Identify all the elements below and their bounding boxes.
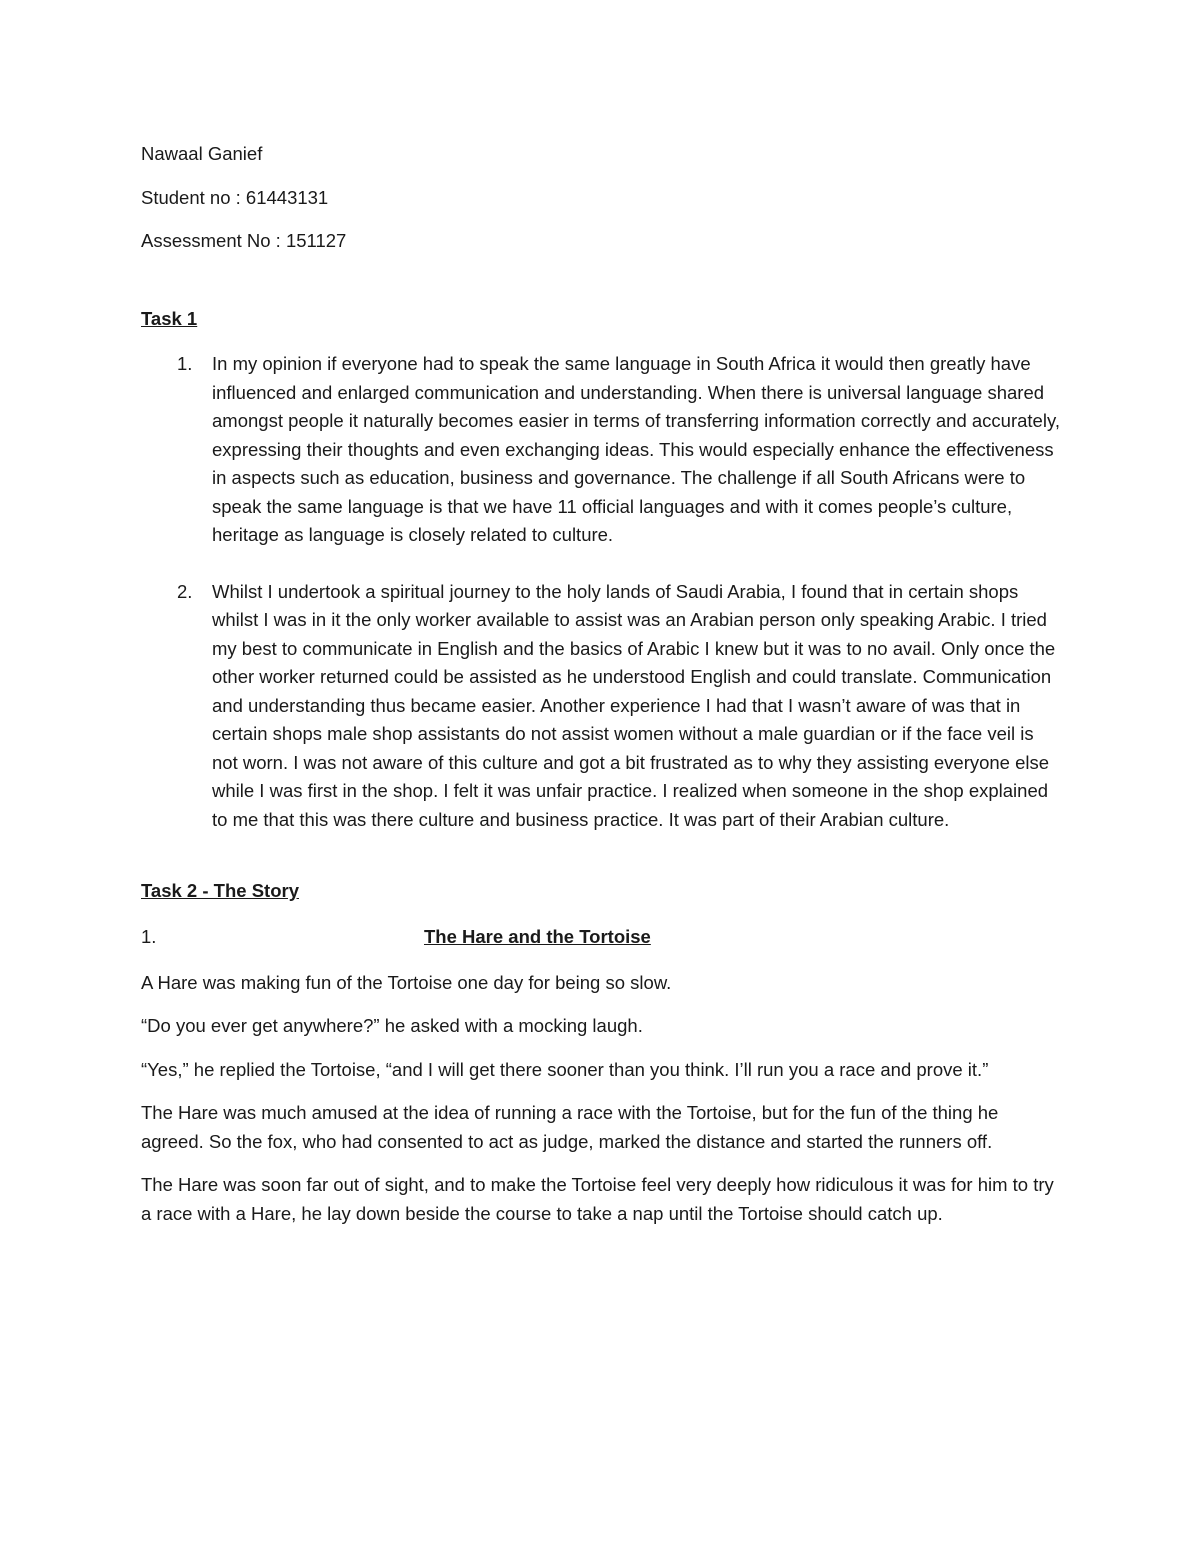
story-paragraph: The Hare was soon far out of sight, and to make the Tortoise feel very deeply how ridiculous it was for him to try a race with a Hare, he lay down beside the course to take a nap until the Tortoise should catch up. (141, 1174, 1054, 1224)
task1-item (141, 350, 1061, 550)
task1-answer-text: In my opinion if everyone had to speak the same language in South Africa it would then greatly have influenced and enlarged communication and understanding. When there is universal language shared amongst people it naturally becomes easier in terms of transferring information correctly and accurately, expressing their thoughts and even exchanging ideas. This would especially enhance the effectiveness in aspects such as education, business and governance. The challenge if all South Africans were to speak the same language is that we have 11 official languages and with it comes people’s culture, heritage as language is closely related to culture. (212, 353, 1060, 545)
story-number: 1. (141, 925, 157, 947)
document-body (141, 140, 1061, 1243)
task1-heading: Task 1 (141, 307, 198, 329)
author-name: Nawaal Ganief (141, 143, 263, 164)
task1-answer-text: Whilst I undertook a spiritual journey to the holy lands of Saudi Arabia, I found that in certain shops whilst I was in it the only worker available to assist was an Arabian person only speaking Arabic. I tried my best to communicate in English and the basics of Arabic I knew but it was to no avail. Only once the other worker returned could be assisted as he understood English and could translate. Communication and understanding thus became easier. Another experience I had that I wasn’t aware of was that in certain shops male shop assistants do not assist women without a male guardian or if the face veil is not worn. I was not aware of this culture and got a bit frustrated as to why they assisting everyone else while I was first in the shop. I felt it was unfair practice. I realized when someone in the shop explained to me that this was there culture and business practice. It was part of their Arabian culture. (212, 580, 1056, 830)
story-paragraph: “Yes,” he replied the Tortoise, “and I will get there sooner than you think. I’ll run you a race and prove it.” (141, 1058, 989, 1080)
story-title: The Hare and the Tortoise (424, 925, 651, 947)
story-title-row (141, 923, 1061, 953)
story-paragraph: The Hare was much amused at the idea of running a race with the Tortoise, but for the fun of the thing he agreed. So the fox, who had consented to act as judge, marked the distance and started the runners off. (141, 1102, 999, 1152)
list-number: 1. (177, 353, 193, 374)
task2-heading: Task 2 - The Story (141, 880, 299, 901)
task1-list (141, 350, 1061, 834)
story-paragraph: “Do you ever get anywhere?” he asked with a mocking laugh. (141, 1015, 643, 1036)
story-paragraph: A Hare was making fun of the Tortoise one day for being so slow. (141, 971, 672, 993)
task1-item (141, 578, 1061, 835)
assessment-number: Assessment No : 151127 (141, 230, 347, 251)
student-number: Student no : 61443131 (141, 186, 329, 208)
list-number: 2. (177, 580, 193, 602)
